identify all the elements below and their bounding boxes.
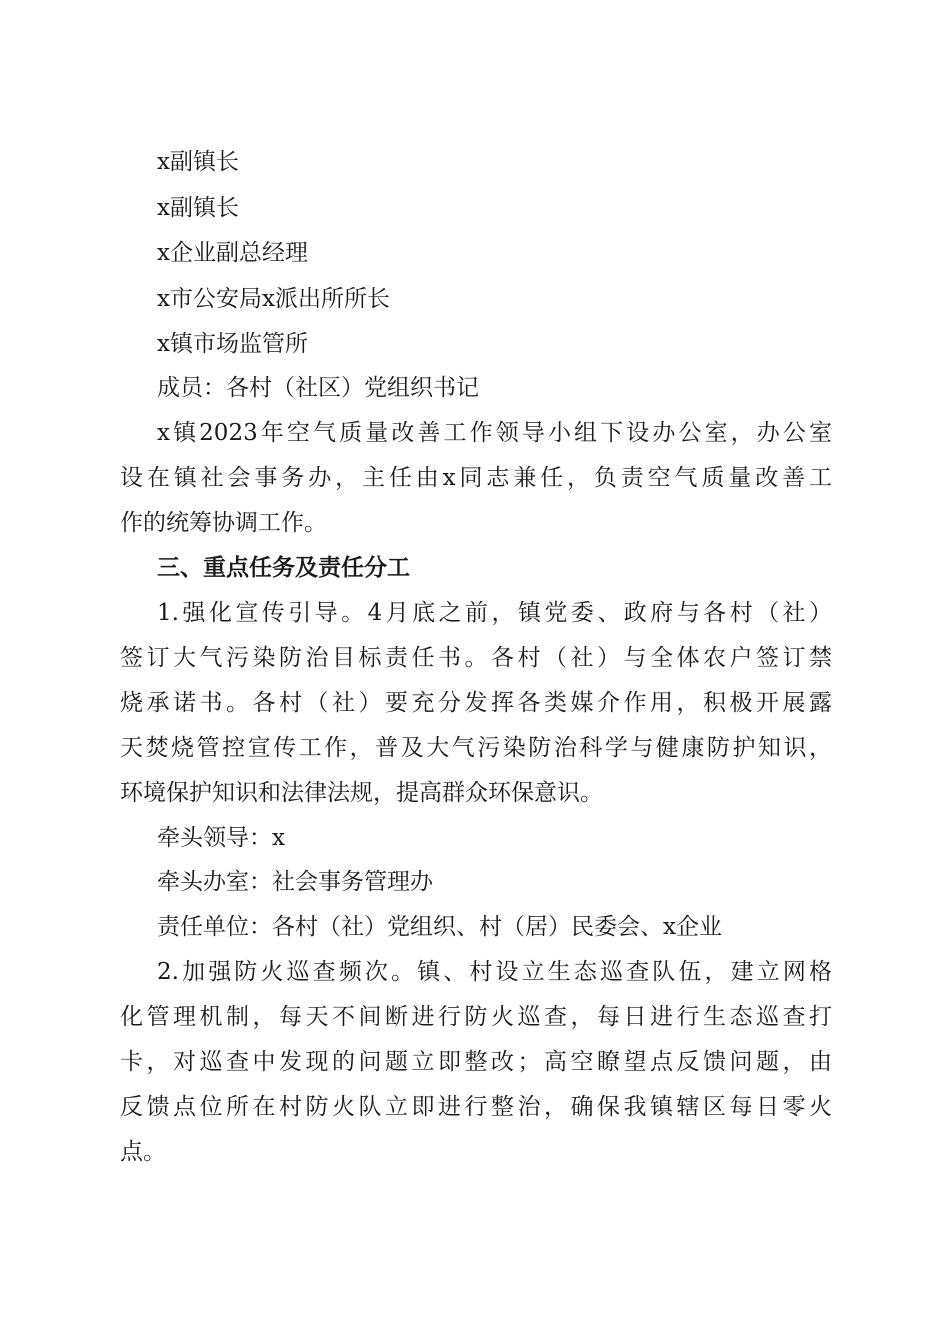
text-line: x副镇长	[157, 149, 239, 175]
text-line: 2.加强防火巡查频次。镇、村设立生态巡查队伍，建立网格	[157, 959, 832, 985]
text-line: 成员：各村（社区）党组织书记	[157, 375, 479, 401]
section-heading: 三、重点任务及责任分工	[157, 555, 410, 581]
text-line: 天焚烧管控宣传工作，普及大气污染防治科学与健康防护知识，	[120, 735, 832, 761]
text-line: 烧承诺书。各村（社）要充分发挥各类媒介作用，积极开展露	[120, 690, 832, 716]
text-line: 环境保护知识和法律法规，提高群众环保意识。	[120, 780, 603, 806]
text-line: x企业副总经理	[157, 240, 308, 266]
text-line: x市公安局x派出所所长	[157, 286, 390, 312]
text-line: 责任单位：各村（社）党组织、村（居）民委会、x企业	[157, 914, 722, 940]
text-line: x副镇长	[157, 195, 239, 221]
text-line: 卡，对巡查中发现的问题立即整改；高空瞭望点反馈问题，由	[120, 1049, 832, 1075]
text-line: 设在镇社会事务办，主任由x同志兼任，负责空气质量改善工	[120, 465, 832, 491]
text-line: 反馈点位所在村防火队立即进行整治，确保我镇辖区每日零火	[120, 1094, 832, 1120]
text-line: 签订大气污染防治目标责任书。各村（社）与全体农户签订禁	[120, 645, 832, 671]
text-line: x镇2023年空气质量改善工作领导小组下设办公室，办公室	[157, 420, 832, 446]
text-line: 点。	[120, 1139, 166, 1165]
text-line: 作的统筹协调工作。	[120, 510, 327, 536]
text-line: 化管理机制，每天不间断进行防火巡查，每日进行生态巡查打	[120, 1004, 832, 1030]
text-line: 牵头领导：x	[157, 825, 285, 851]
text-line: x镇市场监管所	[157, 331, 308, 357]
text-line: 牵头办室：社会事务管理办	[157, 869, 433, 895]
text-line: 1.强化宣传引导。4月底之前，镇党委、政府与各村（社）	[157, 600, 832, 626]
